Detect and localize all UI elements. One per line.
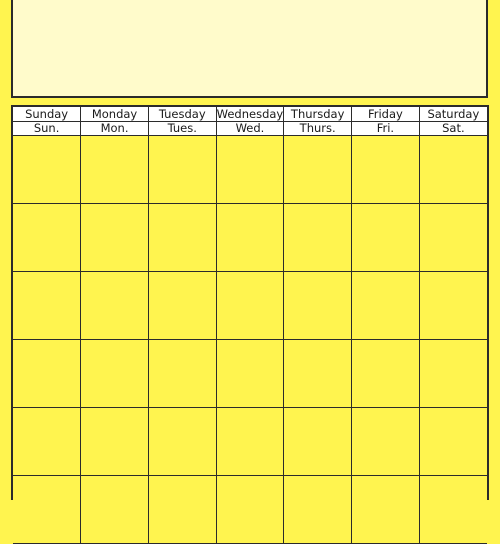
day-cell[interactable] xyxy=(148,204,216,272)
day-cell[interactable] xyxy=(148,476,216,544)
day-cell[interactable] xyxy=(216,408,284,476)
week-row-1 xyxy=(13,136,487,204)
day-abbr-thurs: Thurs. xyxy=(284,122,352,136)
day-cell[interactable] xyxy=(216,136,284,204)
calendar-grid xyxy=(11,105,489,500)
day-cell[interactable] xyxy=(419,136,487,204)
day-cell[interactable] xyxy=(81,340,149,408)
day-cell[interactable] xyxy=(148,272,216,340)
day-cell[interactable] xyxy=(81,272,149,340)
day-header-saturday: Saturday xyxy=(419,107,487,122)
day-cell[interactable] xyxy=(352,340,420,408)
day-abbr-mon: Mon. xyxy=(81,122,149,136)
week-row-6 xyxy=(13,476,487,544)
week-row-2 xyxy=(13,204,487,272)
day-cell[interactable] xyxy=(419,204,487,272)
day-header-wednesday: Wednesday xyxy=(216,107,284,121)
day-cell[interactable] xyxy=(419,340,487,408)
day-cell[interactable] xyxy=(352,272,420,340)
day-cell[interactable] xyxy=(148,408,216,476)
day-cell[interactable] xyxy=(352,204,420,272)
day-cell[interactable] xyxy=(13,476,81,544)
day-abbr-sun: Sun. xyxy=(13,122,81,136)
day-cell[interactable] xyxy=(352,136,420,204)
day-cell[interactable] xyxy=(216,204,284,272)
day-cell[interactable] xyxy=(148,136,216,204)
day-names-short-row xyxy=(13,122,487,136)
day-cell[interactable] xyxy=(216,476,284,544)
calendar-table xyxy=(13,107,487,544)
day-cell[interactable] xyxy=(13,340,81,408)
day-header-sunday: Sunday xyxy=(13,107,81,122)
title-box[interactable] xyxy=(11,0,488,98)
day-cell[interactable] xyxy=(13,136,81,204)
day-cell[interactable] xyxy=(284,340,352,408)
day-cell[interactable] xyxy=(13,272,81,340)
day-cell[interactable] xyxy=(419,272,487,340)
day-cell[interactable] xyxy=(284,272,352,340)
day-cell[interactable] xyxy=(284,476,352,544)
week-row-3 xyxy=(13,272,487,340)
day-cell[interactable] xyxy=(81,136,149,204)
day-cell[interactable] xyxy=(81,408,149,476)
day-cell[interactable] xyxy=(81,204,149,272)
day-header-friday: Friday xyxy=(352,107,420,122)
day-abbr-sat: Sat. xyxy=(419,122,487,136)
day-cell[interactable] xyxy=(216,272,284,340)
day-cell[interactable] xyxy=(81,476,149,544)
day-cell[interactable] xyxy=(419,408,487,476)
day-cell[interactable] xyxy=(148,340,216,408)
day-cell[interactable] xyxy=(216,340,284,408)
day-header-tuesday: Tuesday xyxy=(148,107,216,122)
day-names-full-row xyxy=(13,107,487,122)
day-abbr-wed: Wed. xyxy=(216,122,284,136)
day-abbr-tues: Tues. xyxy=(148,122,216,136)
day-abbr-fri: Fri. xyxy=(352,122,420,136)
day-cell[interactable] xyxy=(13,408,81,476)
day-cell[interactable] xyxy=(352,408,420,476)
day-header-monday: Monday xyxy=(81,107,149,122)
day-cell[interactable] xyxy=(419,476,487,544)
week-row-4 xyxy=(13,340,487,408)
day-cell[interactable] xyxy=(284,204,352,272)
day-cell[interactable] xyxy=(352,476,420,544)
week-row-5 xyxy=(13,408,487,476)
day-cell[interactable] xyxy=(13,204,81,272)
day-cell[interactable] xyxy=(284,136,352,204)
day-cell[interactable] xyxy=(284,408,352,476)
day-header-thursday: Thursday xyxy=(284,107,352,122)
